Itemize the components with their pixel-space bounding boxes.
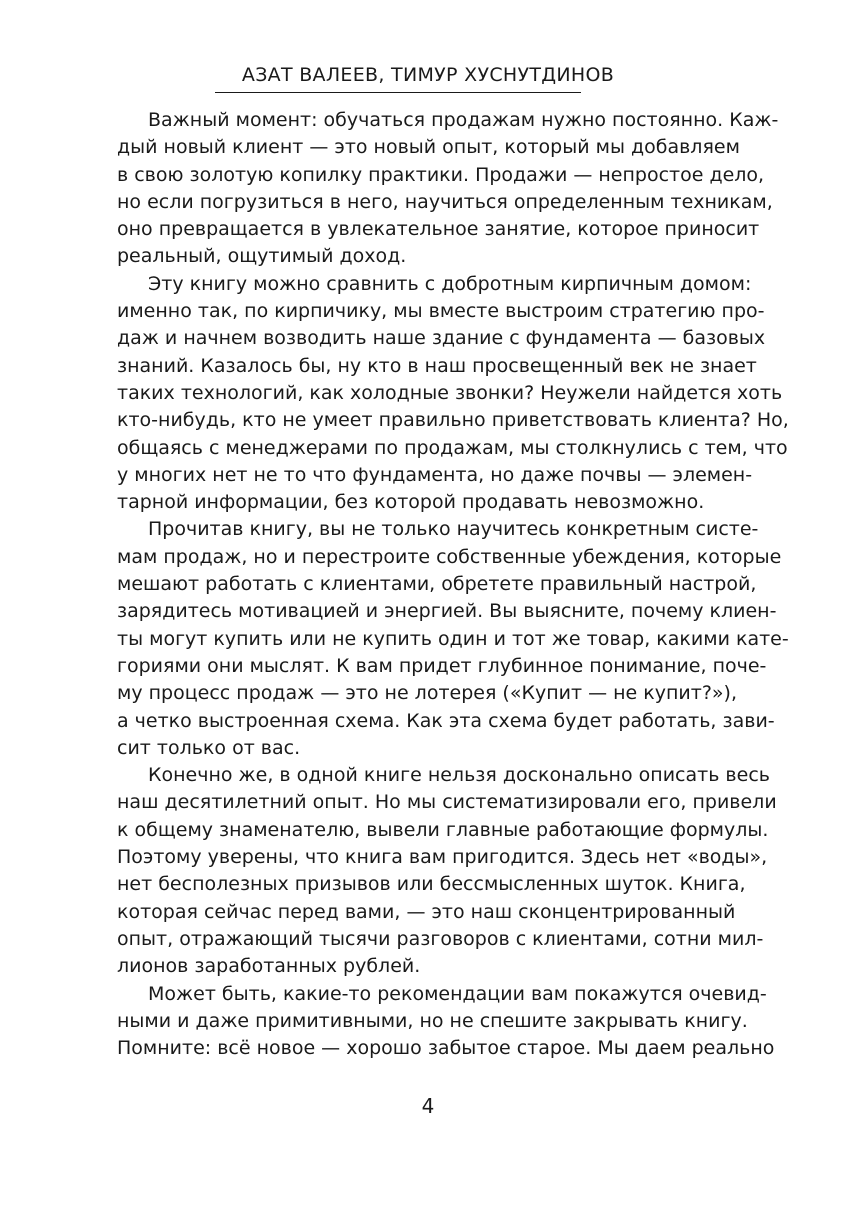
text-line: Эту книгу можно сравнить с добротным кирпичным домом: — [148, 272, 752, 295]
text-line: но если погрузиться в него, научиться определенным техникам, — [117, 190, 773, 213]
text-line: кто-нибудь, кто не умеет правильно приветствовать клиента? Но, — [117, 409, 789, 432]
text-line: лионов заработанных рублей. — [117, 955, 421, 978]
page-number: 4 — [421, 1094, 435, 1118]
text-line: ты могут купить или не купить один и тот же товар, какими кате- — [117, 627, 789, 650]
text-line: дый новый клиент — это новый опыт, который мы добавляем — [117, 136, 740, 159]
text-line: знаний. Казалось бы, ну кто в наш просвещенный век не знает — [117, 354, 757, 377]
running-head: АЗАТ ВАЛЕЕВ, ТИМУР ХУСНУТДИНОВ — [241, 64, 615, 86]
text-line: мешают работать с клиентами, обретете правильный настрой, — [117, 573, 757, 596]
text-line: Прочитав книгу, вы не только научитесь конкретным систе- — [148, 518, 759, 541]
text-line: у многих нет не то что фундамента, но даже почвы — элемен- — [117, 463, 753, 486]
text-line: даж и начнем возводить наше здание с фундамента — базовых — [117, 327, 766, 350]
text-line: му процесс продаж — это не лотерея («Купит — не купит?»), — [117, 682, 737, 705]
text-line: реальный, ощутимый доход. — [117, 245, 407, 268]
text-line: наш десятилетний опыт. Но мы систематизировали его, привели — [117, 791, 777, 814]
text-line: оно превращается в увлекательное занятие, которое приносит — [117, 218, 760, 241]
header-rule — [215, 92, 581, 93]
text-line: Может быть, какие-то рекомендации вам покажутся очевид- — [148, 982, 767, 1005]
text-line: которая сейчас перед вами, — это наш сконцентрированный — [117, 900, 736, 923]
paragraph — [117, 271, 789, 517]
text-line: а четко выстроенная схема. Как эта схема будет работать, зави- — [117, 709, 775, 732]
text-line: зарядитесь мотивацией и энергией. Вы выясните, почему клиен- — [117, 600, 777, 623]
text-line: гориями они мыслят. К вам придет глубинное понимание, поче- — [117, 654, 767, 677]
text-line: мам продаж, но и перестроите собственные убеждения, которые — [117, 545, 782, 568]
paragraph — [117, 107, 779, 271]
paragraph — [117, 981, 775, 1063]
paragraph — [117, 762, 777, 980]
text-line: именно так, по кирпичику, мы вместе выстроим стратегию про- — [117, 300, 765, 323]
text-line: Поэтому уверены, что книга вам пригодится. Здесь нет «воды», — [117, 846, 768, 869]
text-line: к общему знаменателю, вывели главные работающие формулы. — [117, 818, 769, 841]
text-line: таких технологий, как холодные звонки? Неужели найдется хоть — [117, 381, 783, 404]
text-line: сит только от вас. — [117, 736, 301, 759]
text-line: общаясь с менеджерами по продажам, мы столкнулись с тем, что — [117, 436, 788, 459]
body-text — [117, 107, 789, 1062]
text-line: Важный момент: обучаться продажам нужно постоянно. Каж- — [148, 109, 779, 131]
text-line: нет бесполезных призывов или бессмысленных шуток. Книга, — [117, 873, 746, 896]
text-line: тарной информации, без которой продавать невозможно. — [117, 491, 705, 514]
text-line: Конечно же, в одной книге нельзя досконально описать весь — [148, 764, 770, 787]
paragraph — [117, 516, 789, 762]
text-line: опыт, отражающий тысячи разговоров с клиентами, сотни мил- — [117, 927, 764, 950]
text-line: ными и даже примитивными, но не спешите закрывать книгу. — [117, 1009, 748, 1032]
text-line: в свою золотую копилку практики. Продажи — непростое дело, — [117, 163, 765, 186]
text-line: Помните: всё новое — хорошо забытое старое. Мы даем реально — [117, 1037, 775, 1060]
